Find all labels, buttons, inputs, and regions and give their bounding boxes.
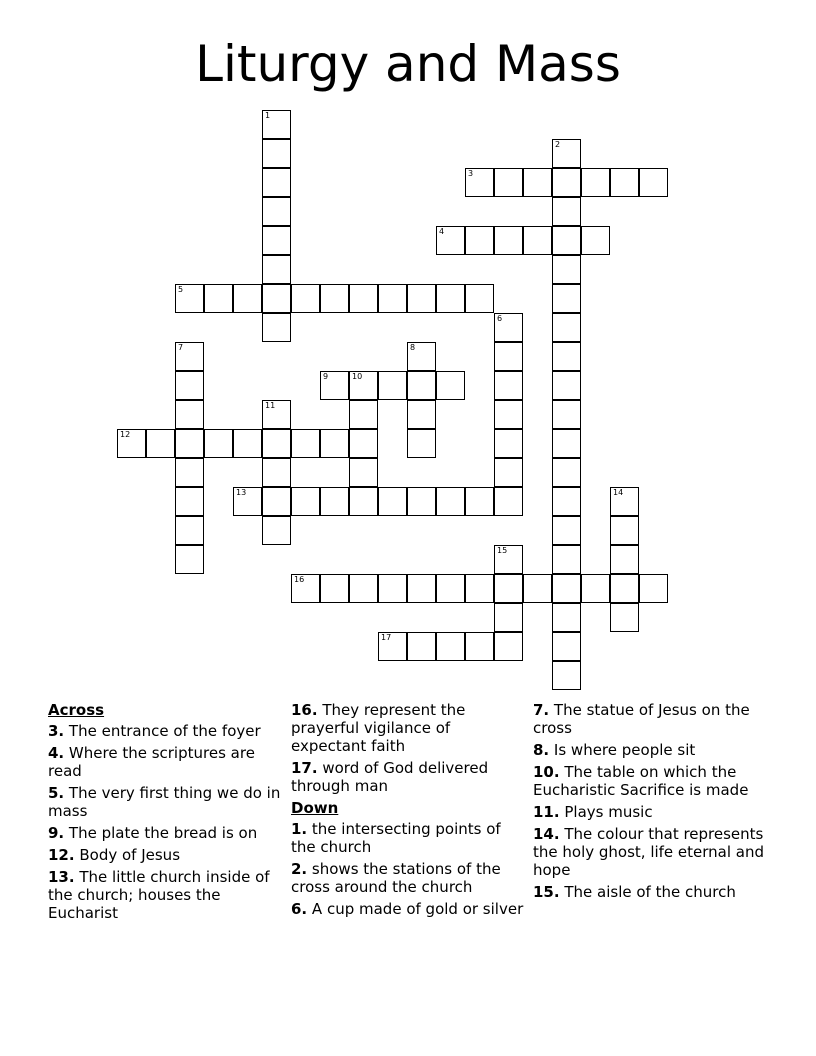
clue-number: 7. xyxy=(533,701,550,719)
grid-cell[interactable] xyxy=(262,487,291,516)
grid-cell[interactable] xyxy=(407,371,436,400)
grid-cell[interactable] xyxy=(175,371,204,400)
clue-start-number: 14 xyxy=(613,488,624,497)
grid-cell[interactable] xyxy=(262,255,291,284)
grid-cell[interactable] xyxy=(204,429,233,458)
grid-cell[interactable] xyxy=(581,226,610,255)
clue-text: The aisle of the church xyxy=(564,883,736,901)
grid-cell[interactable] xyxy=(581,168,610,197)
grid-cell[interactable] xyxy=(291,487,320,516)
grid-cell[interactable] xyxy=(610,574,639,603)
grid-cell[interactable] xyxy=(552,400,581,429)
clue-text: Where the scriptures are read xyxy=(48,744,255,780)
grid-cell[interactable] xyxy=(552,545,581,574)
grid-cell[interactable] xyxy=(320,574,349,603)
grid-cell[interactable] xyxy=(436,226,465,255)
clue-across-12 xyxy=(48,846,286,864)
grid-cell[interactable] xyxy=(291,574,320,603)
clue-number: 8. xyxy=(533,741,550,759)
clue-across-13 xyxy=(48,868,286,922)
clue-start-number: 3 xyxy=(468,169,474,178)
grid-cell[interactable] xyxy=(262,313,291,342)
grid-cell[interactable] xyxy=(494,313,523,342)
grid-cell[interactable] xyxy=(552,429,581,458)
clue-text: The little church inside of the church; houses the Eucharist xyxy=(48,868,270,922)
grid-cell[interactable] xyxy=(117,429,146,458)
grid-cell[interactable] xyxy=(552,603,581,632)
grid-cell[interactable] xyxy=(320,371,349,400)
clue-down-15 xyxy=(533,883,771,901)
grid-cell[interactable] xyxy=(610,516,639,545)
grid-cell[interactable] xyxy=(262,226,291,255)
clue-number: 15. xyxy=(533,883,560,901)
grid-cell[interactable] xyxy=(552,458,581,487)
clue-text: Is where people sit xyxy=(553,741,696,759)
grid-cell[interactable] xyxy=(552,632,581,661)
grid-cell[interactable] xyxy=(436,632,465,661)
grid-cell[interactable] xyxy=(523,226,552,255)
grid-cell[interactable] xyxy=(349,429,378,458)
clue-down-10 xyxy=(533,763,771,799)
grid-cell[interactable] xyxy=(494,429,523,458)
clue-number: 11. xyxy=(533,803,560,821)
clue-text: The very first thing we do in mass xyxy=(48,784,281,820)
grid-cell[interactable] xyxy=(552,255,581,284)
grid-cell[interactable] xyxy=(378,632,407,661)
clue-start-number: 16 xyxy=(294,575,305,584)
grid-cell[interactable] xyxy=(552,226,581,255)
grid-cell[interactable] xyxy=(204,284,233,313)
grid-cell[interactable] xyxy=(291,284,320,313)
grid-cell[interactable] xyxy=(639,574,668,603)
grid-cell[interactable] xyxy=(610,487,639,516)
grid-cell[interactable] xyxy=(407,487,436,516)
clue-across-17 xyxy=(291,759,529,795)
clue-text: shows the stations of the cross around the church xyxy=(291,860,501,896)
grid-cell[interactable] xyxy=(552,139,581,168)
grid-cell[interactable] xyxy=(552,284,581,313)
grid-cell[interactable] xyxy=(465,168,494,197)
grid-cell[interactable] xyxy=(233,284,262,313)
clue-start-number: 4 xyxy=(439,227,445,236)
clue-text: the intersecting points of the church xyxy=(291,820,501,856)
clue-across-16 xyxy=(291,701,529,755)
grid-cell[interactable] xyxy=(407,632,436,661)
grid-cell[interactable] xyxy=(610,603,639,632)
grid-cell[interactable] xyxy=(523,168,552,197)
clue-number: 4. xyxy=(48,744,65,762)
clue-start-number: 5 xyxy=(178,285,184,294)
clue-down-11 xyxy=(533,803,771,821)
grid-cell[interactable] xyxy=(320,284,349,313)
grid-cell[interactable] xyxy=(175,400,204,429)
clue-start-number: 13 xyxy=(236,488,247,497)
grid-cell[interactable] xyxy=(494,342,523,371)
grid-cell[interactable] xyxy=(552,342,581,371)
grid-cell[interactable] xyxy=(407,400,436,429)
grid-cell[interactable] xyxy=(262,400,291,429)
grid-cell[interactable] xyxy=(552,197,581,226)
clue-start-number: 12 xyxy=(120,430,131,439)
clue-text: Body of Jesus xyxy=(79,846,181,864)
grid-cell[interactable] xyxy=(291,429,320,458)
clue-start-number: 8 xyxy=(410,343,416,352)
clue-number: 3. xyxy=(48,722,65,740)
grid-cell[interactable] xyxy=(465,226,494,255)
grid-cell[interactable] xyxy=(494,574,523,603)
clue-text: A cup made of gold or silver xyxy=(311,900,524,918)
grid-cell[interactable] xyxy=(552,168,581,197)
clue-start-number: 6 xyxy=(497,314,503,323)
grid-cell[interactable] xyxy=(465,574,494,603)
grid-cell[interactable] xyxy=(494,400,523,429)
grid-cell[interactable] xyxy=(262,284,291,313)
clue-number: 17. xyxy=(291,759,318,777)
grid-cell[interactable] xyxy=(523,574,552,603)
clue-text: The colour that represents the holy ghost, life eternal and hope xyxy=(533,825,765,879)
grid-cell[interactable] xyxy=(436,574,465,603)
grid-cell[interactable] xyxy=(552,371,581,400)
grid-cell[interactable] xyxy=(552,487,581,516)
grid-cell[interactable] xyxy=(349,400,378,429)
grid-cell[interactable] xyxy=(494,487,523,516)
grid-cell[interactable] xyxy=(494,371,523,400)
clue-start-number: 7 xyxy=(178,343,184,352)
grid-cell[interactable] xyxy=(378,284,407,313)
grid-cell[interactable] xyxy=(494,632,523,661)
grid-cell[interactable] xyxy=(552,661,581,690)
clue-across-3 xyxy=(48,722,286,740)
clue-text: word of God delivered through man xyxy=(291,759,489,795)
grid-cell[interactable] xyxy=(610,545,639,574)
down-heading: Down xyxy=(291,799,339,817)
grid-cell[interactable] xyxy=(146,429,175,458)
clue-down-8 xyxy=(533,741,771,759)
clue-number: 12. xyxy=(48,846,75,864)
grid-cell[interactable] xyxy=(407,284,436,313)
grid-cell[interactable] xyxy=(494,458,523,487)
grid-cell[interactable] xyxy=(436,284,465,313)
clue-across-4 xyxy=(48,744,286,780)
clue-text: The table on which the Eucharistic Sacrifice is made xyxy=(533,763,749,799)
clue-start-number: 11 xyxy=(265,401,276,410)
grid-cell[interactable] xyxy=(262,429,291,458)
grid-cell[interactable] xyxy=(262,516,291,545)
grid-cell[interactable] xyxy=(494,168,523,197)
clues-column-2 xyxy=(291,701,529,922)
grid-cell[interactable] xyxy=(581,574,610,603)
grid-cell[interactable] xyxy=(436,371,465,400)
clue-text: The statue of Jesus on the cross xyxy=(533,701,750,737)
clues-column-1 xyxy=(48,701,286,926)
clue-number: 16. xyxy=(291,701,318,719)
across-heading: Across xyxy=(48,701,105,719)
clue-start-number: 15 xyxy=(497,546,508,555)
clues-column-3 xyxy=(533,701,771,905)
clue-number: 5. xyxy=(48,784,65,802)
grid-cell[interactable] xyxy=(175,487,204,516)
clue-down-2 xyxy=(291,860,529,896)
grid-cell[interactable] xyxy=(552,516,581,545)
grid-cell[interactable] xyxy=(639,168,668,197)
grid-cell[interactable] xyxy=(262,197,291,226)
grid-cell[interactable] xyxy=(349,284,378,313)
grid-cell[interactable] xyxy=(378,574,407,603)
grid-cell[interactable] xyxy=(465,487,494,516)
clue-number: 10. xyxy=(533,763,560,781)
grid-cell[interactable] xyxy=(494,545,523,574)
clue-number: 14. xyxy=(533,825,560,843)
grid-cell[interactable] xyxy=(320,487,349,516)
clue-number: 1. xyxy=(291,820,308,838)
grid-cell[interactable] xyxy=(175,516,204,545)
grid-cell[interactable] xyxy=(175,342,204,371)
grid-cell[interactable] xyxy=(262,168,291,197)
clue-number: 2. xyxy=(291,860,308,878)
grid-cell[interactable] xyxy=(494,226,523,255)
grid-cell[interactable] xyxy=(262,458,291,487)
grid-cell[interactable] xyxy=(262,139,291,168)
grid-cell[interactable] xyxy=(552,313,581,342)
grid-cell[interactable] xyxy=(552,574,581,603)
page-title: Liturgy and Mass xyxy=(195,35,621,93)
grid-cell[interactable] xyxy=(378,487,407,516)
clue-text: Plays music xyxy=(564,803,653,821)
grid-cell[interactable] xyxy=(262,110,291,139)
grid-cell[interactable] xyxy=(436,487,465,516)
grid-cell[interactable] xyxy=(175,284,204,313)
clue-text: They represent the prayerful vigilance of expectant faith xyxy=(291,701,466,755)
grid-cell[interactable] xyxy=(175,545,204,574)
clue-text: The plate the bread is on xyxy=(68,824,258,842)
grid-cell[interactable] xyxy=(233,429,262,458)
grid-cell[interactable] xyxy=(494,603,523,632)
clue-down-14 xyxy=(533,825,771,879)
grid-cell[interactable] xyxy=(320,429,349,458)
grid-cell[interactable] xyxy=(175,429,204,458)
clue-start-number: 9 xyxy=(323,372,329,381)
clue-start-number: 1 xyxy=(265,111,271,120)
clue-start-number: 10 xyxy=(352,372,363,381)
grid-cell[interactable] xyxy=(349,487,378,516)
grid-cell[interactable] xyxy=(407,429,436,458)
grid-cell[interactable] xyxy=(175,458,204,487)
grid-cell[interactable] xyxy=(465,284,494,313)
grid-cell[interactable] xyxy=(407,574,436,603)
clue-start-number: 2 xyxy=(555,140,561,149)
grid-cell[interactable] xyxy=(349,458,378,487)
grid-cell[interactable] xyxy=(378,371,407,400)
clue-down-7 xyxy=(533,701,771,737)
grid-cell[interactable] xyxy=(349,574,378,603)
clue-text: The entrance of the foyer xyxy=(68,722,261,740)
grid-cell[interactable] xyxy=(610,168,639,197)
clue-across-5 xyxy=(48,784,286,820)
clue-number: 9. xyxy=(48,824,65,842)
grid-cell[interactable] xyxy=(465,632,494,661)
clue-number: 6. xyxy=(291,900,308,918)
grid-cell[interactable] xyxy=(407,342,436,371)
clue-number: 13. xyxy=(48,868,75,886)
clue-down-6 xyxy=(291,900,529,918)
clue-across-9 xyxy=(48,824,286,842)
clue-start-number: 17 xyxy=(381,633,392,642)
grid-cell[interactable] xyxy=(233,487,262,516)
grid-cell[interactable] xyxy=(349,371,378,400)
clue-down-1 xyxy=(291,820,529,856)
